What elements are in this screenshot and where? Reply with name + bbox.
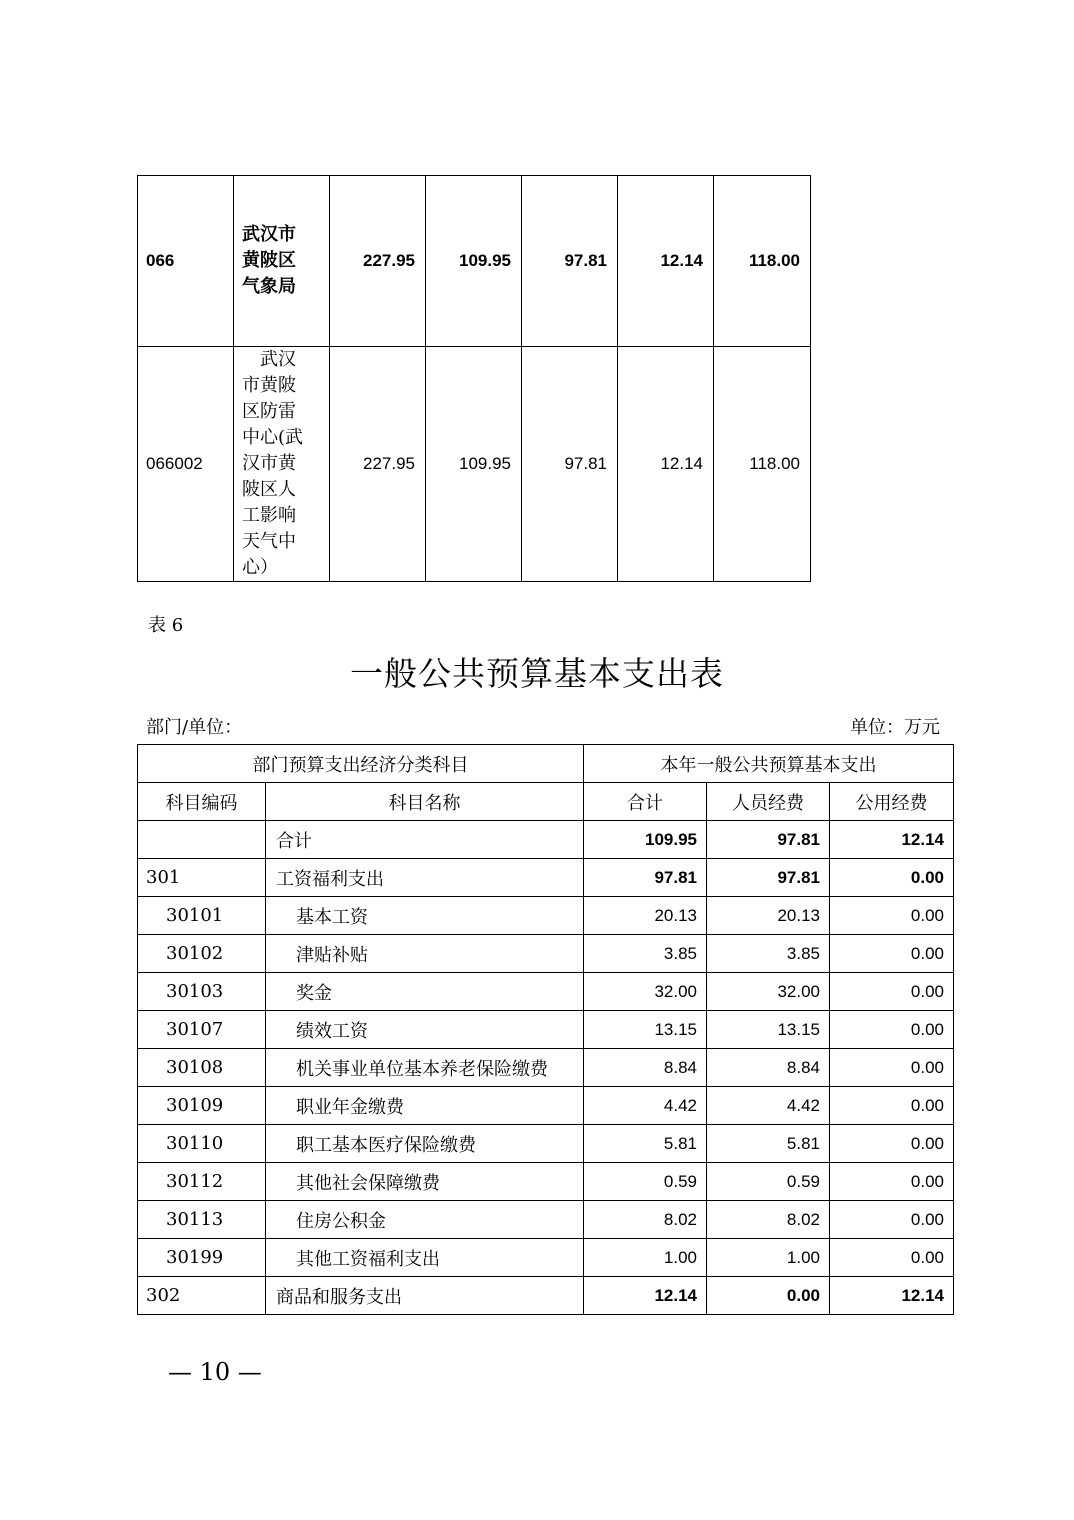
unit-name-line: 陂区人 xyxy=(242,479,296,500)
personnel-cell: 0.59 xyxy=(707,1163,830,1201)
subject-name-cell: 工资福利支出 xyxy=(266,859,584,897)
subject-code-cell: 30113 xyxy=(138,1201,266,1239)
column-header-total: 合计 xyxy=(584,783,707,821)
group-header-right: 本年一般公共预算基本支出 xyxy=(584,745,954,783)
page-title: 一般公共预算基本支出表 xyxy=(350,654,724,693)
subject-name-cell: 职工基本医疗保险缴费 xyxy=(266,1125,584,1163)
unit-name-line: 黄陂区 xyxy=(242,250,296,271)
public-cell: 0.00 xyxy=(830,973,954,1011)
personnel-cell: 97.81 xyxy=(707,859,830,897)
public-cell: 0.00 xyxy=(830,1087,954,1125)
total-cell: 3.85 xyxy=(584,935,707,973)
total-cell: 1.00 xyxy=(584,1239,707,1277)
public-cell: 12.14 xyxy=(830,821,954,859)
total-cell: 13.15 xyxy=(584,1011,707,1049)
basic-expenditure-table xyxy=(137,744,954,1315)
personnel-cell: 32.00 xyxy=(707,973,830,1011)
top-table-body xyxy=(138,176,811,582)
subject-code-cell: 30108 xyxy=(138,1049,266,1087)
amount-cell-v1: 227.95 xyxy=(330,176,426,347)
amount-cell-v1: 227.95 xyxy=(330,347,426,582)
unit-code-cell: 066002 xyxy=(138,347,234,582)
unit-name-line: 汉市黄 xyxy=(242,453,296,474)
top-table-row xyxy=(138,347,811,582)
personnel-cell: 13.15 xyxy=(707,1011,830,1049)
group-header-row xyxy=(138,745,954,783)
amount-cell-v3: 97.81 xyxy=(522,176,618,347)
unit-name-line: 区防雷 xyxy=(242,401,296,422)
total-cell: 5.81 xyxy=(584,1125,707,1163)
subject-code-cell: 30199 xyxy=(138,1239,266,1277)
subject-name-cell: 商品和服务支出 xyxy=(266,1277,584,1315)
column-header-name: 科目名称 xyxy=(266,783,584,821)
total-cell: 4.42 xyxy=(584,1087,707,1125)
group-header-left: 部门预算支出经济分类科目 xyxy=(138,745,584,783)
amount-cell-v5: 118.00 xyxy=(714,347,811,582)
total-cell: 97.81 xyxy=(584,859,707,897)
subject-name-cell: 住房公积金 xyxy=(266,1201,584,1239)
personnel-cell: 97.81 xyxy=(707,821,830,859)
table-row xyxy=(138,1011,954,1049)
subject-code-cell: 30109 xyxy=(138,1087,266,1125)
top-table-row xyxy=(138,176,811,347)
personnel-cell: 0.00 xyxy=(707,1277,830,1315)
table-row xyxy=(138,821,954,859)
unit-name-cell xyxy=(234,347,330,582)
unit-name-line: 工影响 xyxy=(242,505,296,526)
table-row xyxy=(138,1163,954,1201)
subject-name-cell: 合计 xyxy=(266,821,584,859)
table-row xyxy=(138,1087,954,1125)
column-header-row xyxy=(138,783,954,821)
public-cell: 0.00 xyxy=(830,1201,954,1239)
public-cell: 0.00 xyxy=(830,1049,954,1087)
table-row xyxy=(138,1277,954,1315)
public-cell: 0.00 xyxy=(830,859,954,897)
total-cell: 12.14 xyxy=(584,1277,707,1315)
subject-code-cell: 30110 xyxy=(138,1125,266,1163)
personnel-cell: 20.13 xyxy=(707,897,830,935)
subject-name-cell: 机关事业单位基本养老保险缴费 xyxy=(266,1049,584,1087)
total-cell: 109.95 xyxy=(584,821,707,859)
table-row xyxy=(138,935,954,973)
amount-cell-v4: 12.14 xyxy=(618,347,714,582)
amount-cell-v2: 109.95 xyxy=(426,347,522,582)
unit-name-line: 气象局 xyxy=(242,276,296,297)
table-row xyxy=(138,1049,954,1087)
column-header-public: 公用经费 xyxy=(830,783,954,821)
table-row xyxy=(138,859,954,897)
subject-code-cell: 30101 xyxy=(138,897,266,935)
subject-name-cell: 其他工资福利支出 xyxy=(266,1239,584,1277)
subject-code-cell: 30103 xyxy=(138,973,266,1011)
personnel-cell: 3.85 xyxy=(707,935,830,973)
subject-name-cell: 奖金 xyxy=(266,973,584,1011)
top-budget-table xyxy=(137,175,811,582)
unit-name-cell xyxy=(234,176,330,347)
subject-name-cell: 基本工资 xyxy=(266,897,584,935)
personnel-cell: 4.42 xyxy=(707,1087,830,1125)
department-label: 部门/单位： xyxy=(146,717,243,738)
public-cell: 0.00 xyxy=(830,1125,954,1163)
subject-name-cell: 其他社会保障缴费 xyxy=(266,1163,584,1201)
unit-name-line: 武汉 xyxy=(242,349,296,370)
public-cell: 0.00 xyxy=(830,1011,954,1049)
personnel-cell: 8.02 xyxy=(707,1201,830,1239)
total-cell: 32.00 xyxy=(584,973,707,1011)
table-label: 表 6 xyxy=(148,615,184,636)
table-row xyxy=(138,1239,954,1277)
subject-code-cell: 30112 xyxy=(138,1163,266,1201)
total-cell: 8.84 xyxy=(584,1049,707,1087)
column-header-code: 科目编码 xyxy=(138,783,266,821)
unit-name-line: 心） xyxy=(242,557,278,578)
table-row xyxy=(138,1125,954,1163)
total-cell: 0.59 xyxy=(584,1163,707,1201)
table-row xyxy=(138,897,954,935)
unit-label: 单位：万元 xyxy=(850,717,940,738)
unit-name-line: 武汉市 xyxy=(242,224,296,245)
total-cell: 20.13 xyxy=(584,897,707,935)
public-cell: 0.00 xyxy=(830,897,954,935)
subject-code-cell: 302 xyxy=(138,1277,266,1315)
public-cell: 12.14 xyxy=(830,1277,954,1315)
amount-cell-v4: 12.14 xyxy=(618,176,714,347)
subject-code-cell xyxy=(138,821,266,859)
total-cell: 8.02 xyxy=(584,1201,707,1239)
unit-name-line: 中心(武 xyxy=(242,427,304,448)
subject-code-cell: 30107 xyxy=(138,1011,266,1049)
personnel-cell: 5.81 xyxy=(707,1125,830,1163)
main-table-body xyxy=(138,745,954,1315)
amount-cell-v2: 109.95 xyxy=(426,176,522,347)
subject-name-cell: 绩效工资 xyxy=(266,1011,584,1049)
public-cell: 0.00 xyxy=(830,1163,954,1201)
table-row xyxy=(138,973,954,1011)
personnel-cell: 8.84 xyxy=(707,1049,830,1087)
subject-name-cell: 职业年金缴费 xyxy=(266,1087,584,1125)
unit-code-cell: 066 xyxy=(138,176,234,347)
column-header-personnel: 人员经费 xyxy=(707,783,830,821)
unit-name-line: 市黄陂 xyxy=(242,375,296,396)
page-number: — 10 — xyxy=(168,1358,262,1386)
personnel-cell: 1.00 xyxy=(707,1239,830,1277)
subject-code-cell: 301 xyxy=(138,859,266,897)
public-cell: 0.00 xyxy=(830,935,954,973)
subject-code-cell: 30102 xyxy=(138,935,266,973)
unit-name-line: 天气中 xyxy=(242,531,296,552)
amount-cell-v5: 118.00 xyxy=(714,176,811,347)
public-cell: 0.00 xyxy=(830,1239,954,1277)
subject-name-cell: 津贴补贴 xyxy=(266,935,584,973)
amount-cell-v3: 97.81 xyxy=(522,347,618,582)
table-row xyxy=(138,1201,954,1239)
